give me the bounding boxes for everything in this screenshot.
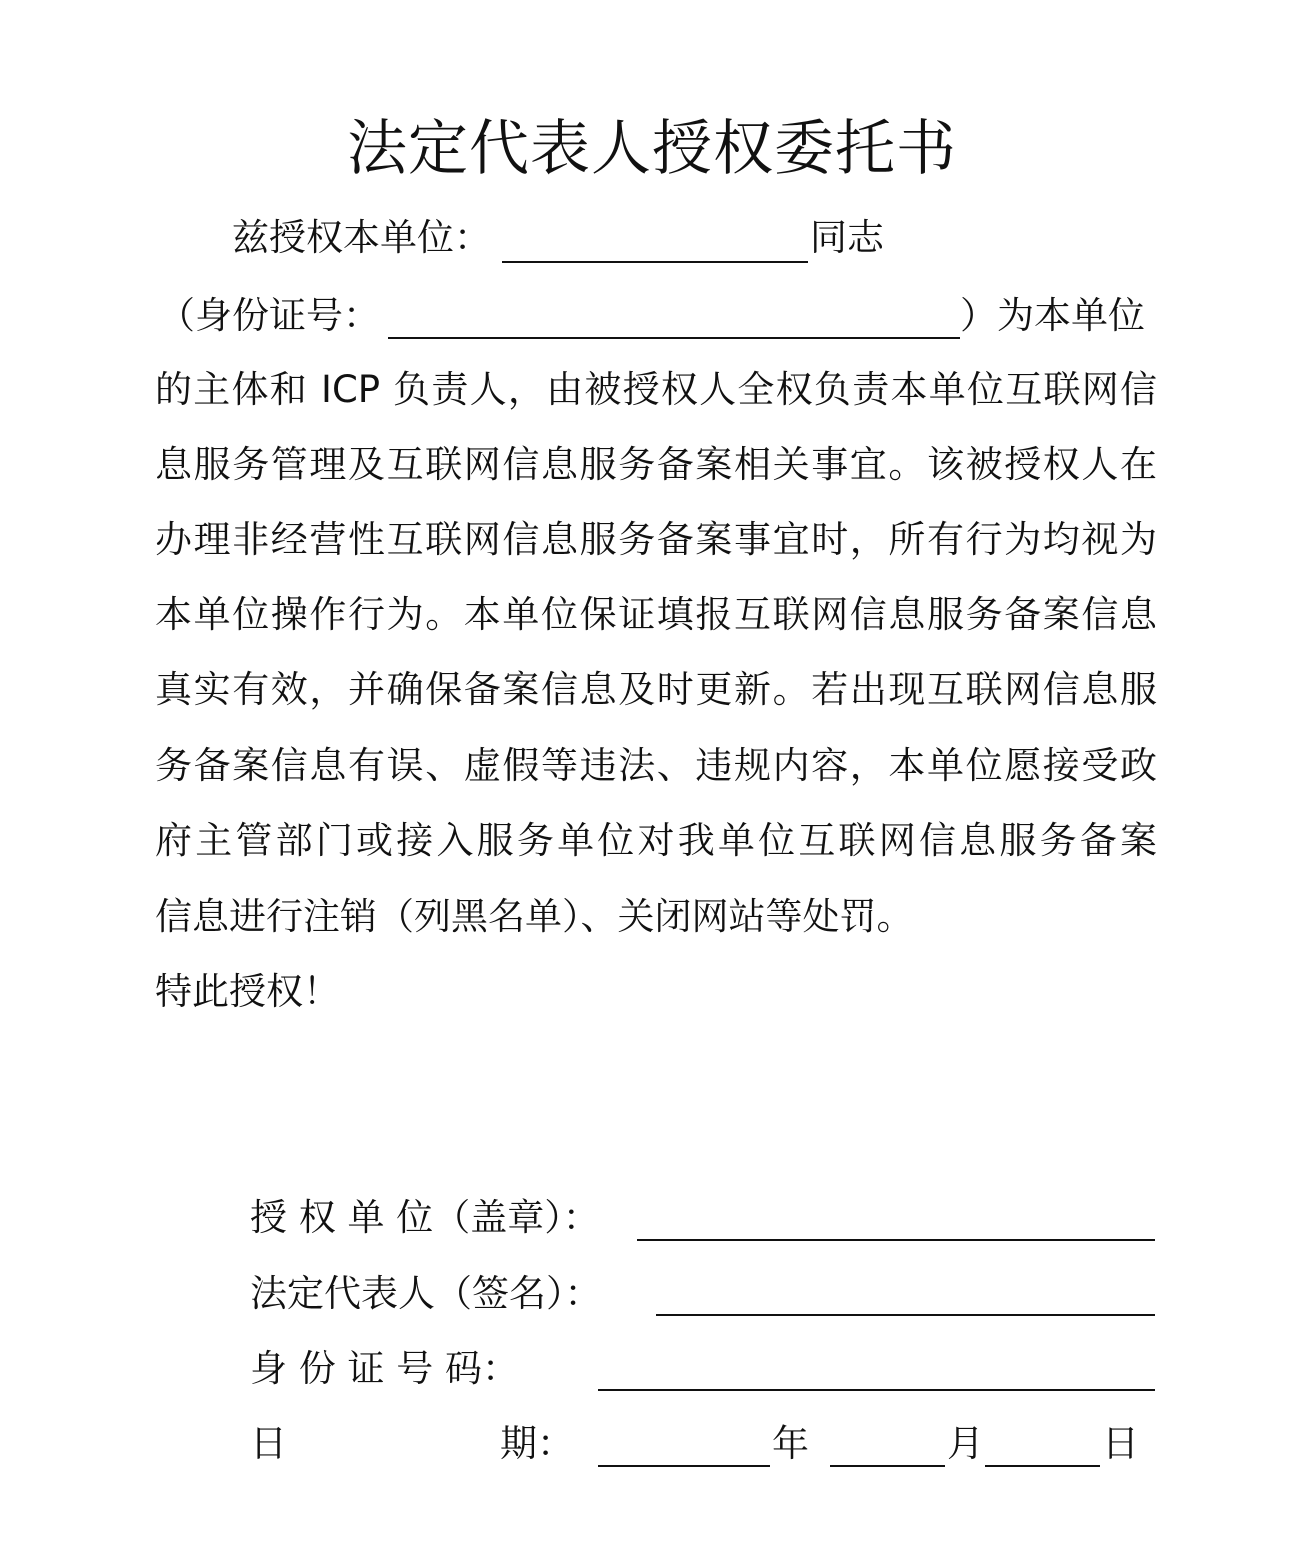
id-number-label: （身份证号： <box>158 294 380 337</box>
document-title: 法定代表人授权委托书 <box>347 114 957 185</box>
closing-text: 特此授权！ <box>155 970 340 1013</box>
date-month-blank[interactable] <box>830 1463 945 1467</box>
date-label-left: 日 <box>250 1422 287 1465</box>
month-label: 月 <box>947 1422 984 1465</box>
authorizing-unit-seal-blank[interactable] <box>637 1237 1155 1241</box>
date-day-blank[interactable] <box>985 1463 1100 1467</box>
body-line: 息服务管理及互联网信息服务备案相关事宜。该被授权人在 <box>155 443 1157 486</box>
day-label: 日 <box>1102 1422 1139 1465</box>
id-card-number-blank[interactable] <box>598 1387 1155 1391</box>
authorized-person-name-blank[interactable] <box>502 259 808 263</box>
comrade-label: 同志 <box>810 216 884 259</box>
date-label-right: 期： <box>500 1422 574 1465</box>
authorizing-unit-seal-label: 授 权 单 位（盖章）： <box>250 1196 600 1239</box>
year-label: 年 <box>772 1422 809 1465</box>
body-last-line: 信息进行注销（列黑名单）、关闭网站等处罚。 <box>155 895 914 938</box>
body-line: 真实有效，并确保备案信息及时更新。若出现互联网信息服 <box>155 668 1157 711</box>
body-line: 府主管部门或接入服务单位对我单位互联网信息服务备案 <box>155 819 1157 862</box>
legal-representative-signature-label: 法定代表人（签名）： <box>250 1272 602 1315</box>
line2-suffix: ）为本单位 <box>960 294 1145 337</box>
date-year-blank[interactable] <box>598 1463 770 1467</box>
legal-representative-signature-blank[interactable] <box>656 1312 1155 1316</box>
authorized-id-number-blank[interactable] <box>388 335 960 339</box>
body-line: 务备案信息有误、虚假等违法、违规内容，本单位愿接受政 <box>155 744 1157 787</box>
id-card-number-label: 身 份 证 号 码： <box>250 1347 520 1390</box>
body-line: 本单位操作行为。本单位保证填报互联网信息服务备案信息 <box>155 593 1157 636</box>
body-line: 的主体和 ICP 负责人，由被授权人全权负责本单位互联网信 <box>155 368 1157 411</box>
authorize-unit-label: 兹授权本单位： <box>232 216 491 259</box>
body-line: 办理非经营性互联网信息服务备案事宜时，所有行为均视为 <box>155 518 1157 561</box>
